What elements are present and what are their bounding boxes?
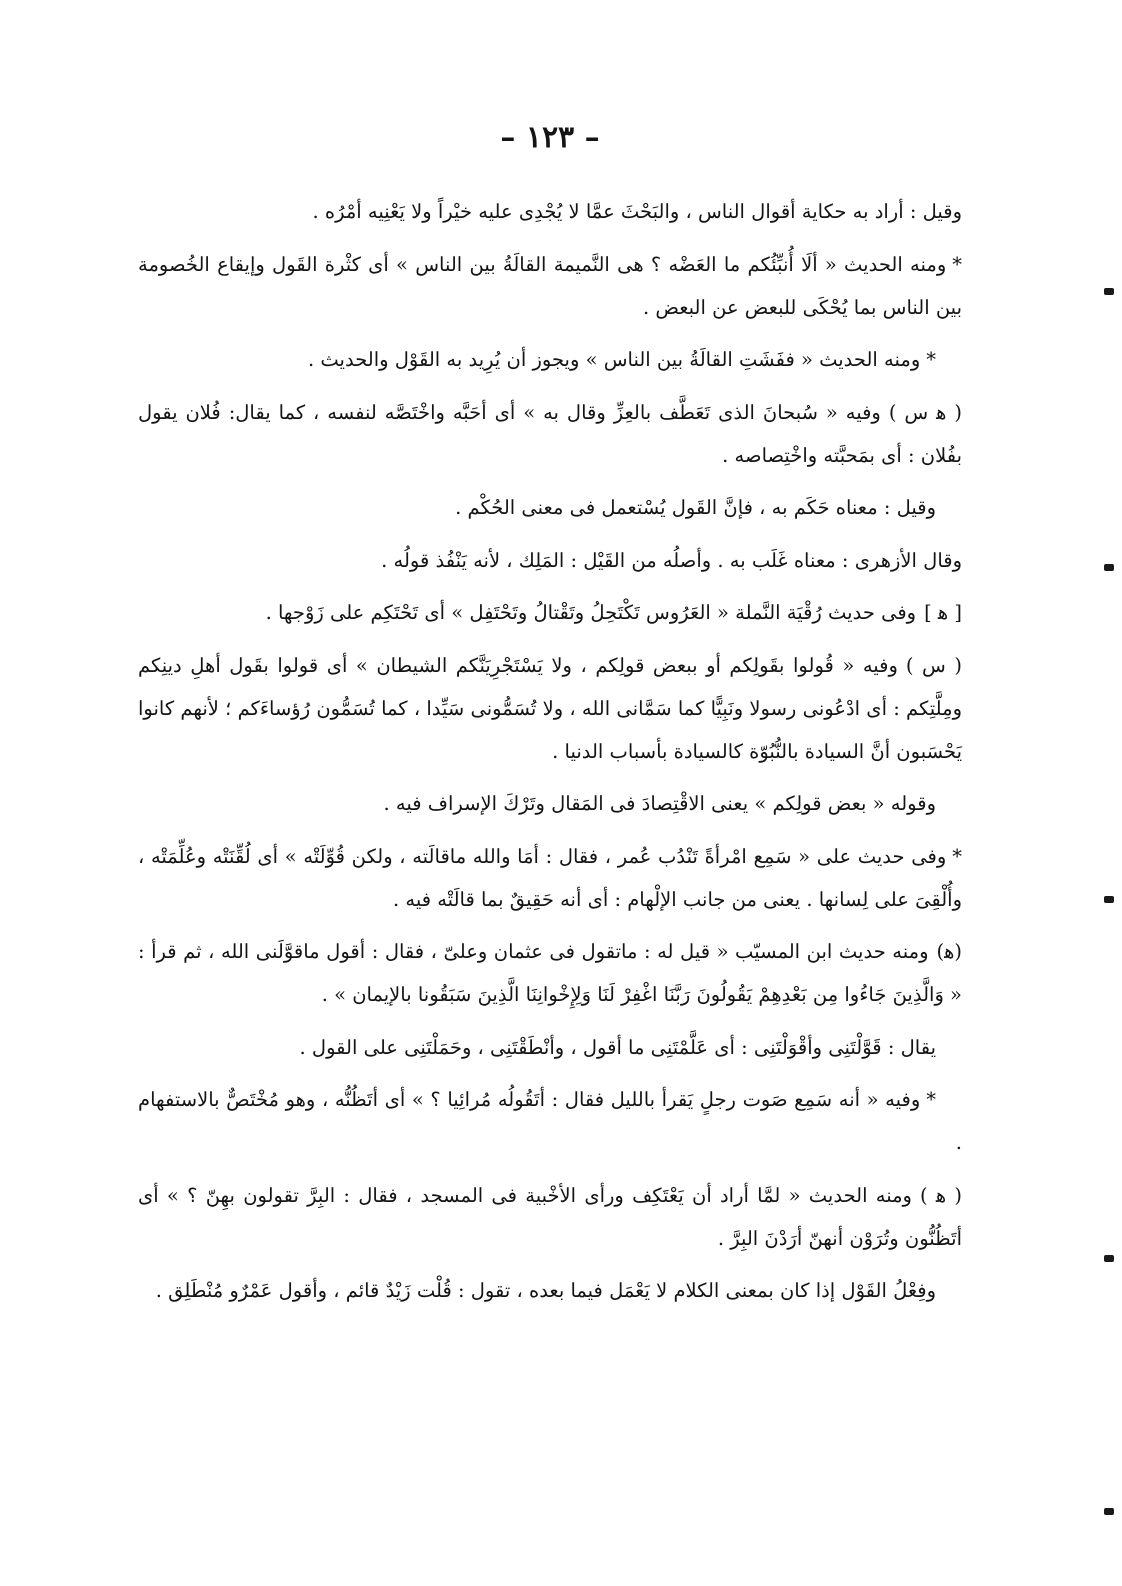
paragraph xyxy=(138,835,962,921)
paragraph-text: وقيل : أراد به حكاية أقوال الناس ، والبَحْثَ عمَّا لا يُجْدِى عليه خيْراً ولا يَعْنِيه أمْرُه . xyxy=(312,200,962,223)
paragraph-text: ومنه الحديث « ففَشَتِ القالَةُ بين الناس » ويجوز أن يُرِيد به القَوْل والحديث . xyxy=(307,348,921,371)
source-tag: (ﻫ) xyxy=(936,940,962,963)
paragraph xyxy=(138,591,962,634)
paragraph-text: ومنه الحديث « ألَا أُنبِّئُكم ما العَضْه ؟ هى النَّميمة القالَةُ بين الناس » أى كثْرة القَول وإيقاع الخُصومة بين الناس بما يُحْكَى للبعض عن البعض . xyxy=(138,252,962,319)
paragraph xyxy=(138,486,962,529)
page-edge-mark xyxy=(1104,564,1114,571)
paragraph-text: يقال : قَوَّلْتَنِى وأقْوَلْتَنِى : أى عَلَّمْتَنِى ما أقول ، وأنْطَقْتَنِى ، وحَمَلْتَنِى على القول . xyxy=(299,1035,936,1059)
source-tag: ( ﻫ س ) xyxy=(888,400,962,424)
paragraph-text: وقيل : معناه حَكَم به ، فإنَّ القَول يُسْتعمل فى معنى الحُكْم . xyxy=(455,496,936,519)
paragraph xyxy=(138,782,962,825)
paragraph xyxy=(138,1174,962,1260)
paragraph-text: وفيه « أنه سَمِع صَوت رجلٍ يَقرأ بالليل فقال : أتَقُولُه مُرائِيا ؟ » أى أتَظُنُّه ، وهو مُخْتَصٌّ بالاستفهام . xyxy=(138,1088,962,1154)
paragraph xyxy=(138,243,962,329)
paragraph-text: وفى حديث على « سَمِع امْرأةً تَنْدُب عُمر ، فقال : أمَا والله ماقالَته ، ولكن قُوِّلَتْه » أى لُقِّنَتْه وعُلِّمَتْه ، وأُلْقِىَ على لِسانها . يعنى من جانب الإلْهام : أى أنه حَقِيقٌ بما قالَتْه فيه . xyxy=(138,844,962,911)
paragraph-text: ومنه الحديث « لمَّا أراد أن يَعْتَكِف ورأى الأخْبية فى المسجد ، فقال : البِرَّ تقولون بهِنّ ؟ » أى أتَظُنُّون وتُرَوْن أنهنّ أرَدْنَ البِرَّ . xyxy=(138,1183,962,1250)
paragraph-text: وقال الأزهرى : معناه غَلَب به . وأصلُه من القَيْل : المَلِك ، لأنه يَنْفُذ قولُه . xyxy=(381,548,962,572)
paragraph-text: وفيه « سُبحانَ الذى تَعَطَّف بالعِزِّ وقال به » أى أحَبَّه واخْتَصَّه لنفسه ، كما يقال: فُلان يقول بفُلان : أى بمَحبَّته واخْتِصاصه . xyxy=(138,400,962,467)
asterisk-marker: * xyxy=(926,348,936,371)
paragraph xyxy=(138,190,962,233)
source-tag: [ ﻫ ] xyxy=(924,601,962,624)
paragraph xyxy=(138,930,962,1016)
source-tag: ( س ) xyxy=(905,653,962,677)
paragraph-text: ومنه حديث ابن المسيّب « قيل له : ماتقول فى عثمان وعلىّ ، فقال : أقول ماقوَّلَنى الله ، ثم قرأ : « وَالَّذِينَ جَاءُوا مِن بَعْدِهِمْ يَقُولُونَ رَبَّنَا اغْفِرْ لَنَا وَلِإِخْوانِنَا الَّذِينَ سَبَقُونا بالإيمان » . xyxy=(138,940,962,1006)
page-edge-mark xyxy=(1104,1508,1114,1515)
paragraph xyxy=(138,338,962,381)
page-edge-mark xyxy=(1104,288,1114,295)
page-edge-mark xyxy=(1104,896,1114,903)
page-number: – ١٢٣ – xyxy=(500,120,600,155)
paragraph xyxy=(138,1026,962,1069)
source-tag: ( ﻫ ) xyxy=(919,1183,962,1207)
paragraph xyxy=(138,644,962,773)
paragraph xyxy=(138,1269,962,1312)
paragraph-text: وفى حديث رُقْيَة النَّملة « العَرُوس تَكْتَحِلُ وتَقْتالُ وتَحْتَفِل » أى تَحْتَكِم على زَوْجها . xyxy=(265,601,917,624)
paragraph xyxy=(138,391,962,477)
paragraph-text: وفِعْلُ القَوْل إذا كان بمعنى الكلام لا يَعْمَل فيما بعده ، تقول : قُلْت زَيْدٌ قائم ، وأقول عَمْرٌو مُنْطَلِق . xyxy=(155,1279,936,1302)
page-edge-mark xyxy=(1104,1255,1114,1262)
asterisk-marker: * xyxy=(952,844,962,868)
paragraph-text: وقوله « بعض قولِكم » يعنى الاقْتِصادَ فى المَقال وتَرْكَ الإسراف فيه . xyxy=(383,792,936,815)
paragraph xyxy=(138,539,962,582)
paragraph-text: وفيه « قُولوا بقَولِكم أو ببعض قولِكم ، ولا يَسْتَجْرِيَنَّكم الشيطان » أى قولوا بقَول أهلِ دينِكم ومِلَّتِكم : أى ادْعُونى رسولا ونَبِيًّا كما سَمَّانى الله ، ولا تُسَمُّونى سَيِّدا ، كما تُسَمُّون رُؤساءَكم ؛ لأنهم كانوا يَحْسَبون أنَّ السيادة بالنُّبُوّة كالسيادة بأسباب الدنيا . xyxy=(138,653,962,763)
paragraph xyxy=(138,1078,962,1164)
asterisk-marker: * xyxy=(926,1088,936,1111)
asterisk-marker: * xyxy=(952,252,962,276)
body-text xyxy=(138,190,962,1322)
